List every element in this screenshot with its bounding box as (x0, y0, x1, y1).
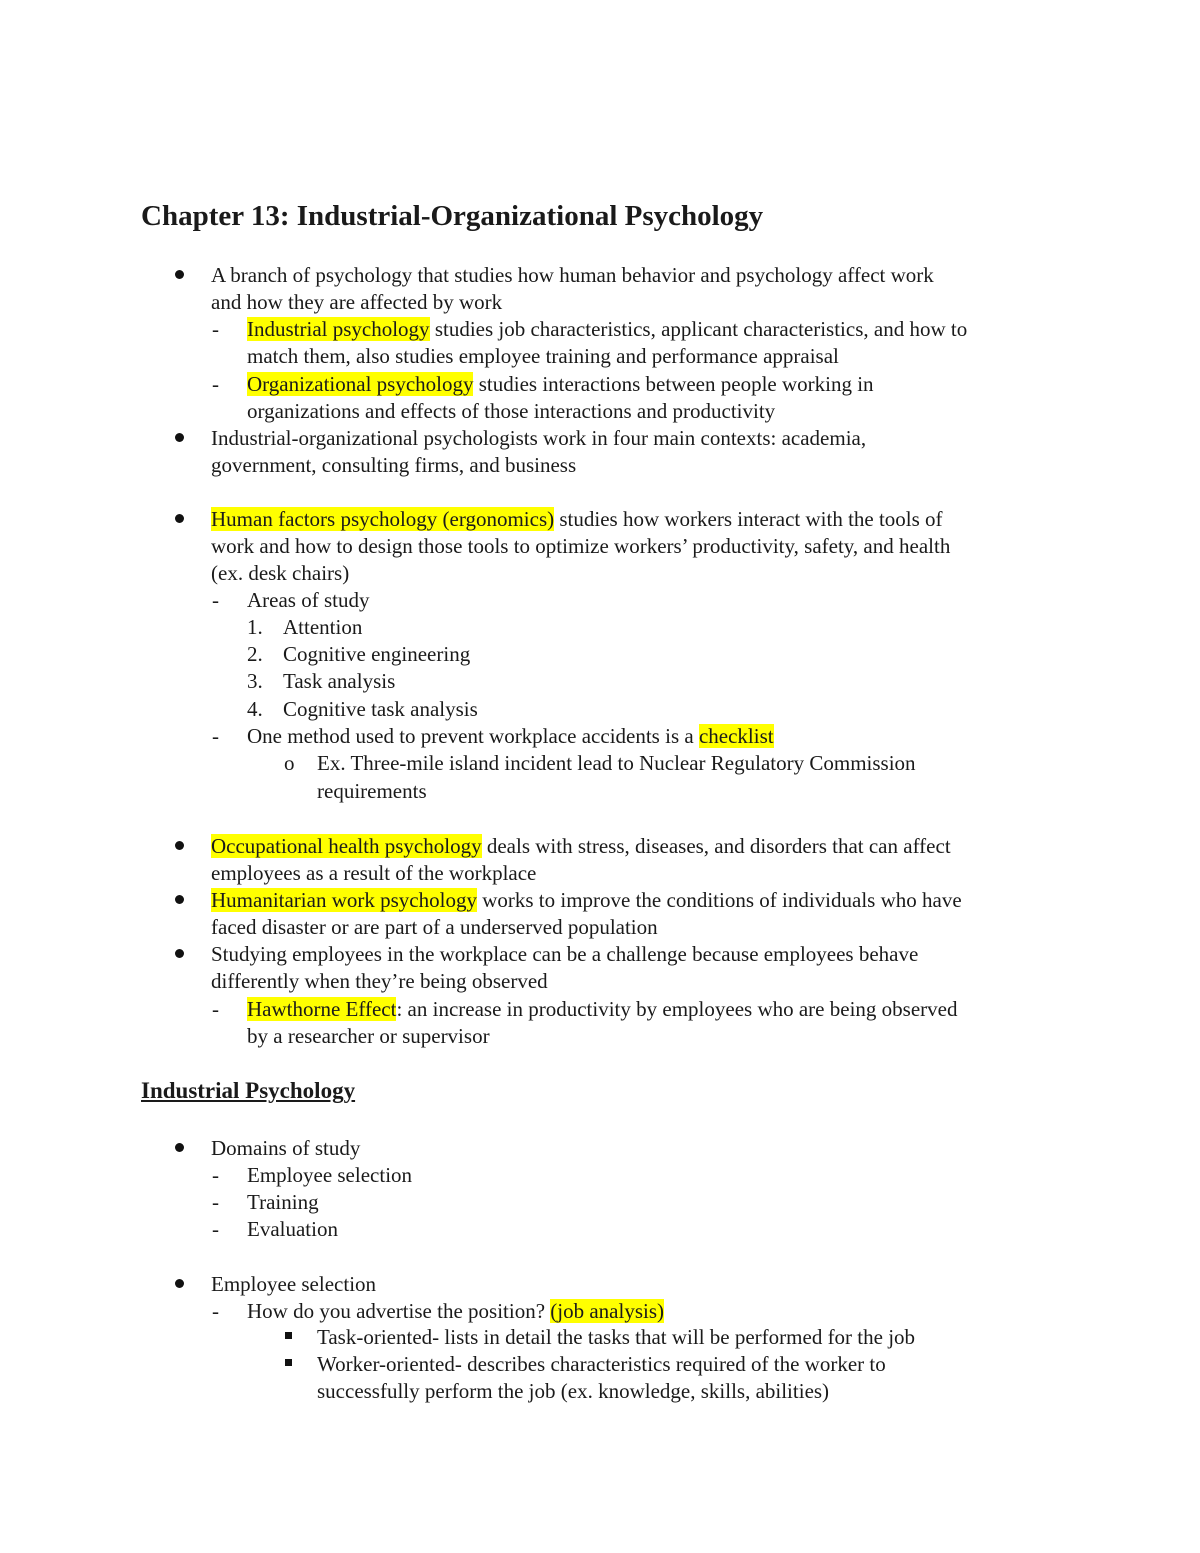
square-bullet-icon (285, 1359, 292, 1366)
bullet-icon (175, 949, 184, 958)
text-line: A branch of psychology that studies how human behavior and psychology affect work (211, 263, 934, 287)
text-span: works to improve the conditions of individuals who have (476, 888, 962, 912)
text-line: work and how to design those tools to optimize workers’ productivity, safety, and health (211, 534, 951, 558)
text-line (247, 996, 957, 1023)
text-span: studies interactions between people working in (473, 372, 874, 396)
highlighted-term: Industrial psychology (247, 317, 430, 341)
dash-marker: - (212, 1299, 219, 1323)
list-item: Cognitive task analysis (283, 697, 478, 721)
section-heading: Industrial Psychology (141, 1078, 356, 1103)
bullet-icon (175, 270, 184, 279)
dash-marker: - (212, 1163, 219, 1187)
text-line: and how they are affected by work (211, 290, 503, 314)
dash-marker: - (212, 1190, 219, 1214)
text-line: requirements (317, 779, 427, 803)
text-line (247, 316, 967, 343)
dash-marker: - (212, 588, 219, 612)
dash-marker: - (212, 372, 219, 396)
bullet-icon (175, 1279, 184, 1288)
text-line: faced disaster or are part of a underserved population (211, 915, 658, 939)
text-line: employees as a result of the workplace (211, 861, 537, 885)
dash-marker: - (212, 997, 219, 1021)
text-span: deals with stress, diseases, and disorders that can affect (481, 834, 951, 858)
dash-marker: - (212, 317, 219, 341)
list-number: 2. (247, 642, 263, 666)
text-line: Domains of study (211, 1136, 361, 1160)
list-number: 1. (247, 615, 263, 639)
square-bullet-icon (285, 1332, 292, 1339)
dash-marker: - (212, 724, 219, 748)
text-line: Worker-oriented- describes characteristics required of the worker to (317, 1352, 886, 1376)
highlighted-term: Occupational health psychology (211, 834, 482, 858)
bullet-icon (175, 1143, 184, 1152)
list-number: 4. (247, 697, 263, 721)
bullet-icon (175, 433, 184, 442)
text-line: Industrial-organizational psychologists work in four main contexts: academia, (211, 426, 867, 450)
text-line: by a researcher or supervisor (247, 1024, 490, 1048)
text-line: government, consulting firms, and business (211, 453, 577, 477)
text-line: (ex. desk chairs) (211, 561, 350, 585)
text-line: Task-oriented- lists in detail the tasks that will be performed for the job (317, 1325, 916, 1349)
highlighted-term: Organizational psychology (247, 372, 474, 396)
list-item: Attention (283, 615, 363, 639)
highlighted-term: (job analysis) (550, 1299, 665, 1323)
dash-marker: - (212, 1217, 219, 1241)
list-number: 3. (247, 669, 263, 693)
text-span: How do you advertise the position? (247, 1299, 551, 1323)
text-line (211, 506, 943, 533)
text-line: match them, also studies employee training and performance appraisal (247, 344, 839, 368)
text-line (211, 833, 951, 860)
text-line (247, 1298, 664, 1325)
text-line: Studying employees in the workplace can be a challenge because employees behave (211, 942, 919, 966)
highlighted-term: checklist (698, 724, 774, 748)
text-line (247, 371, 874, 398)
bullet-icon (175, 895, 184, 904)
text-line: Areas of study (247, 588, 370, 612)
circle-marker: o (284, 751, 295, 775)
highlighted-term: Humanitarian work psychology (211, 888, 477, 912)
text-span: studies how workers interact with the tools of (554, 507, 943, 531)
bullet-icon (175, 841, 184, 850)
list-item: Cognitive engineering (283, 642, 471, 666)
highlighted-term: Human factors psychology (ergonomics) (211, 507, 555, 531)
text-line (247, 723, 774, 750)
bullet-icon (175, 514, 184, 523)
list-item: Employee selection (247, 1163, 413, 1187)
list-item: Task analysis (283, 669, 396, 693)
text-line: successfully perform the job (ex. knowledge, skills, abilities) (317, 1379, 830, 1403)
text-span: studies job characteristics, applicant characteristics, and how to (429, 317, 968, 341)
list-item: Training (247, 1190, 319, 1214)
text-line: organizations and effects of those interactions and productivity (247, 399, 776, 423)
text-line: Ex. Three-mile island incident lead to Nuclear Regulatory Commission (317, 751, 916, 775)
text-span: : an increase in productivity by employees who are being observed (396, 997, 958, 1021)
text-line (211, 887, 962, 914)
list-item: Evaluation (247, 1217, 338, 1241)
text-line: differently when they’re being observed (211, 969, 548, 993)
page-title: Chapter 13: Industrial-Organizational Psychology (141, 200, 764, 232)
text-span: One method used to prevent workplace accidents is a (247, 724, 699, 748)
text-line: Employee selection (211, 1272, 377, 1296)
highlighted-term: Hawthorne Effect (247, 997, 397, 1021)
